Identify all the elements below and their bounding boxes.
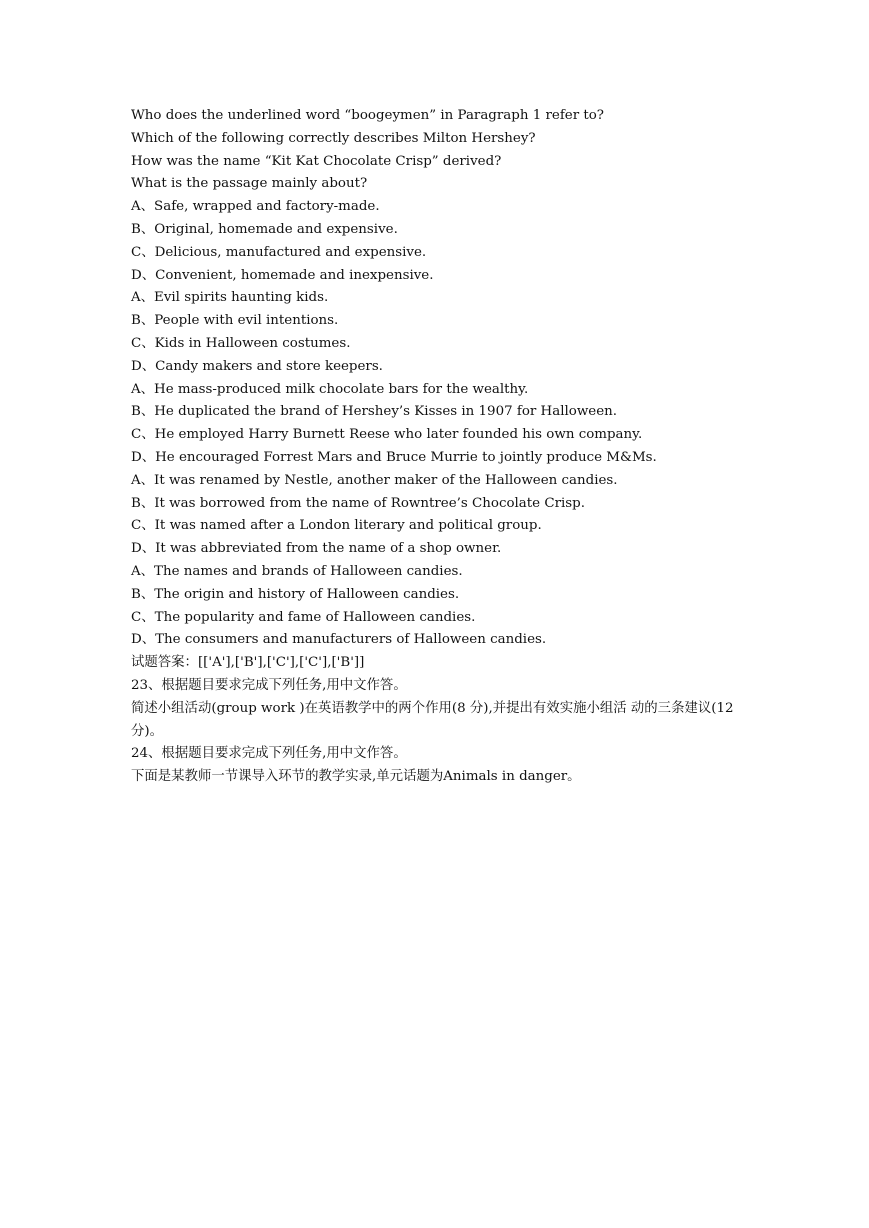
option-line: C、It was named after a London literary and political group. xyxy=(131,518,542,534)
question-2: Which of the following correctly describes Milton Hershey? xyxy=(131,130,536,146)
option-line: B、It was borrowed from the name of Rowntree’s Chocolate Crisp. xyxy=(131,495,585,511)
option-line: A、He mass-produced milk chocolate bars for the wealthy. xyxy=(131,381,529,397)
question-24-heading: 24、根据题目要求完成下列任务,用中文作答。 xyxy=(131,746,407,762)
answer-key: 试题答案：[['A'],['B'],['C'],['C'],['B']] xyxy=(131,655,365,671)
question-3: How was the name “Kit Kat Chocolate Crisp” derived? xyxy=(131,153,502,169)
question-24-body: 下面是某教师一节课导入环节的教学实录,单元话题为Animals in danger。 xyxy=(131,769,581,785)
option-line: A、Evil spirits haunting kids. xyxy=(131,290,329,306)
option-line: B、Original, homemade and expensive. xyxy=(131,221,398,237)
option-line: C、He employed Harry Burnett Reese who later founded his own company. xyxy=(131,427,643,443)
document-page xyxy=(131,105,771,789)
question-23-heading: 23、根据题目要求完成下列任务,用中文作答。 xyxy=(131,677,407,693)
question-23-body: 简述小组活动(group work )在英语教学中的两个作用(8 分),并提出有效实施小组活 动的三条建议(12 分)。 xyxy=(131,700,734,739)
option-line: C、Delicious, manufactured and expensive. xyxy=(131,244,427,260)
option-line: A、The names and brands of Halloween candies. xyxy=(131,563,463,579)
question-4: What is the passage mainly about? xyxy=(131,176,368,192)
question-1: Who does the underlined word “boogeymen” in Paragraph 1 refer to? xyxy=(131,108,604,123)
option-line: A、Safe, wrapped and factory-made. xyxy=(131,199,380,215)
option-line: B、People with evil intentions. xyxy=(131,313,339,329)
option-line: D、Candy makers and store keepers. xyxy=(131,358,383,374)
option-line: C、Kids in Halloween costumes. xyxy=(131,335,351,351)
option-line: A、It was renamed by Nestle, another maker of the Halloween candies. xyxy=(131,472,618,488)
option-line: D、Convenient, homemade and inexpensive. xyxy=(131,267,434,283)
option-line: D、The consumers and manufacturers of Halloween candies. xyxy=(131,632,547,648)
option-line: B、He duplicated the brand of Hershey’s Kisses in 1907 for Halloween. xyxy=(131,404,618,420)
option-line: B、The origin and history of Halloween candies. xyxy=(131,586,460,602)
option-line: D、He encouraged Forrest Mars and Bruce Murrie to jointly produce M&Ms. xyxy=(131,449,657,465)
option-line: C、The popularity and fame of Halloween candies. xyxy=(131,609,476,625)
option-line: D、It was abbreviated from the name of a shop owner. xyxy=(131,541,502,557)
